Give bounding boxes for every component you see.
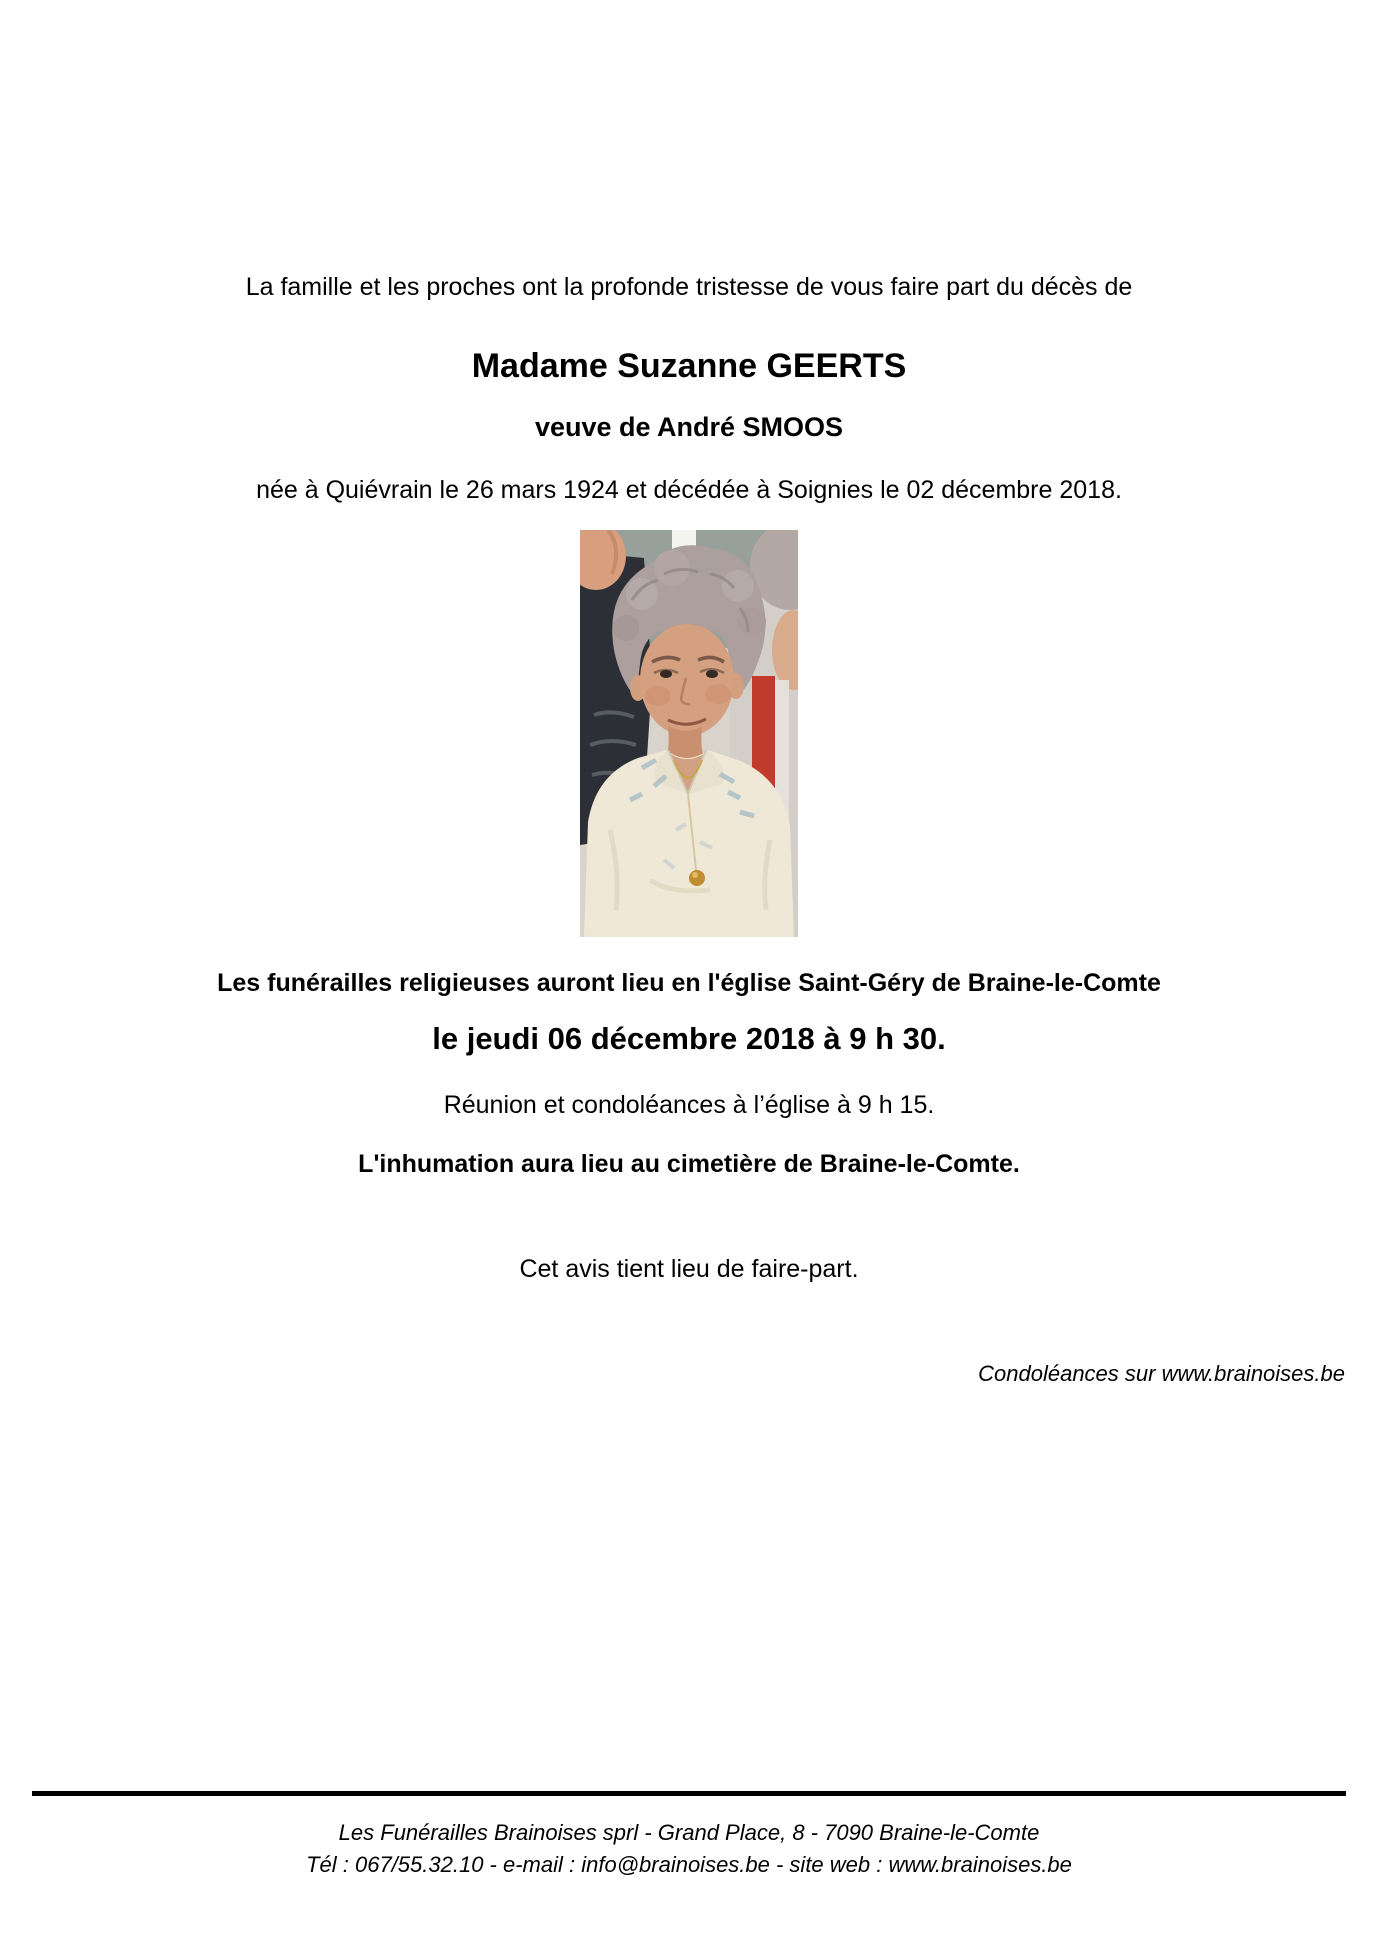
burial-line: L'inhumation aura lieu au cimetière de Braine-le-Comte. bbox=[358, 1150, 1020, 1178]
gathering-line: Réunion et condoléances à l’église à 9 h 15. bbox=[443, 1091, 935, 1119]
footer bbox=[0, 1817, 1378, 1881]
ceremony-datetime-line: le jeudi 06 décembre 2018 à 9 h 30. bbox=[432, 1021, 946, 1056]
intro-line: La famille et les proches ont la profonde tristesse de vous faire part du décès de bbox=[245, 273, 1133, 301]
footer-divider bbox=[32, 1791, 1346, 1796]
ceremony-line: Les funérailles religieuses auront lieu en l'église Saint-Géry de Braine-le-Comte bbox=[217, 969, 1161, 997]
condolences-note: Condoléances sur www.brainoises.be bbox=[978, 1361, 1345, 1386]
relation-line: veuve de André SMOOS bbox=[534, 412, 844, 442]
footer-address-line: Les Funérailles Brainoises sprl - Grand Place, 8 - 7090 Braine-le-Comte bbox=[338, 1820, 1040, 1845]
portrait-photo bbox=[580, 530, 798, 937]
footer-contact-line: Tél : 067/55.32.10 - e-mail : info@brainoises.be - site web : www.brainoises.be bbox=[306, 1852, 1072, 1877]
notice-statement-line: Cet avis tient lieu de faire-part. bbox=[519, 1255, 859, 1283]
life-dates-line: née à Quiévrain le 26 mars 1924 et décédée à Soignies le 02 décembre 2018. bbox=[256, 476, 1122, 504]
deceased-name: Madame Suzanne GEERTS bbox=[471, 347, 907, 385]
